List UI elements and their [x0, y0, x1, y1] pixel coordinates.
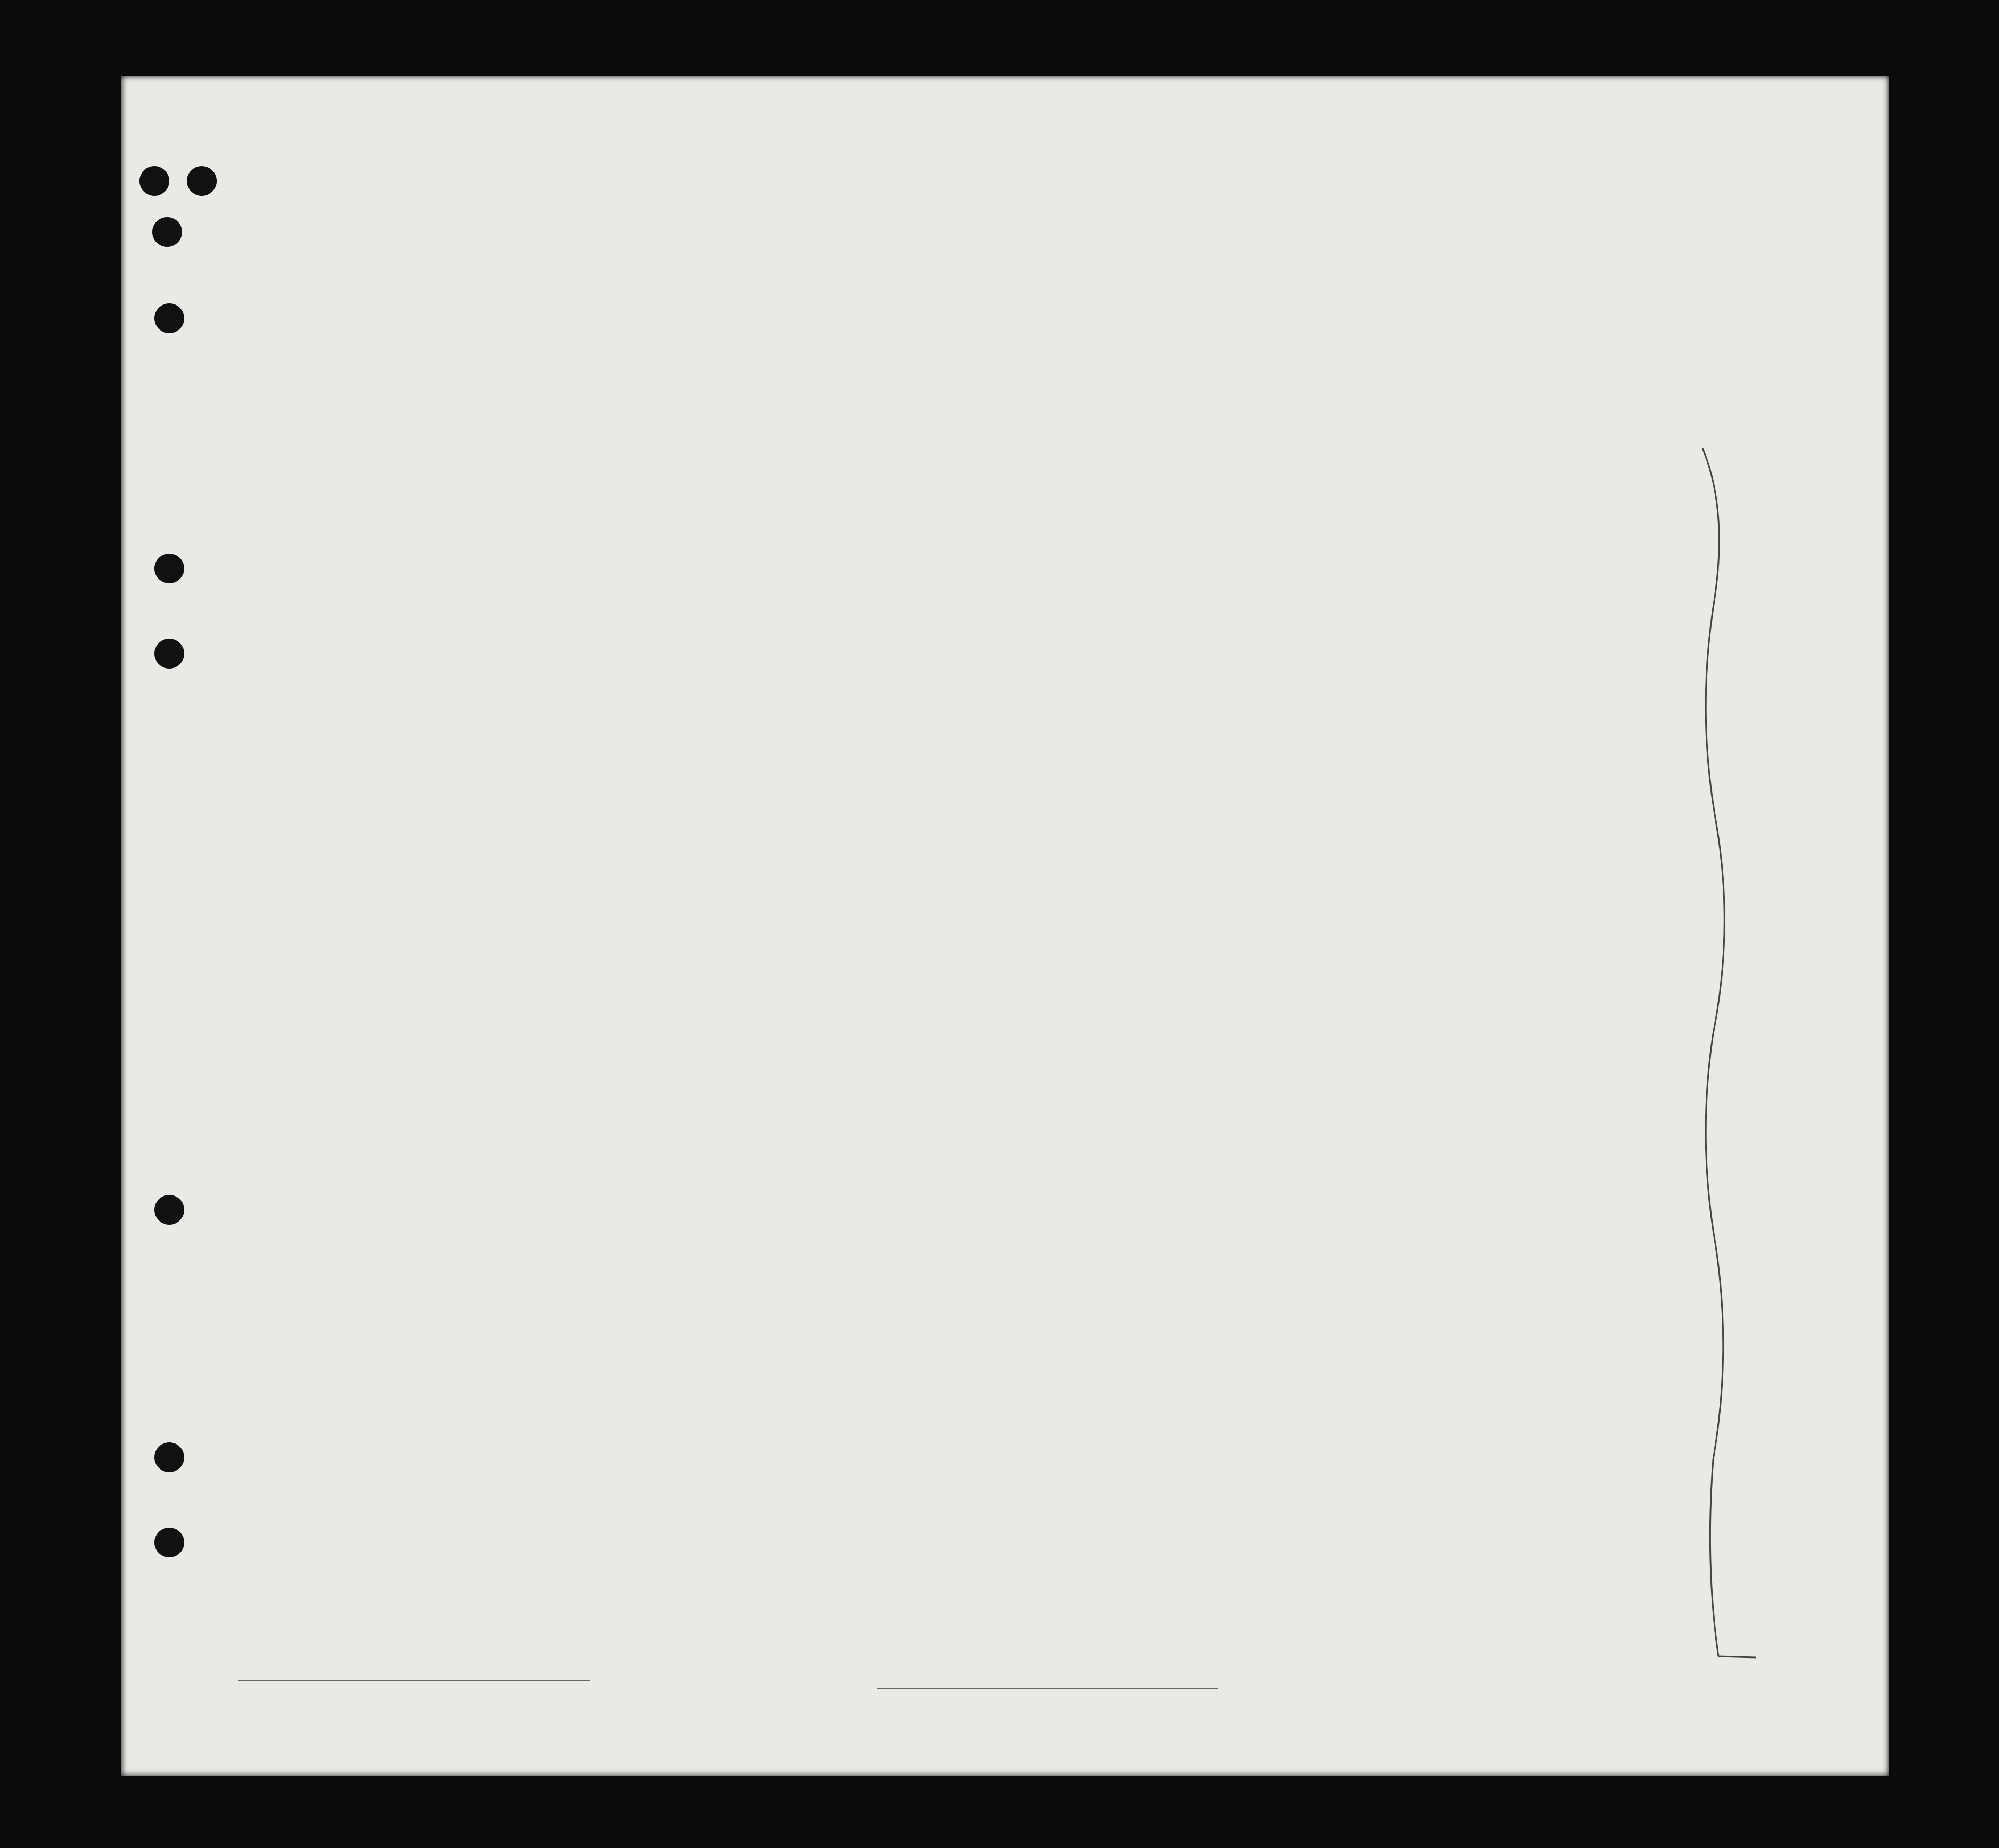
remarks-bracket [1692, 448, 1756, 1667]
manifest-sheet [121, 76, 1889, 1776]
table-grid [121, 76, 1889, 1776]
sheet-number [1772, 122, 1777, 145]
vessel-line [393, 258, 940, 274]
